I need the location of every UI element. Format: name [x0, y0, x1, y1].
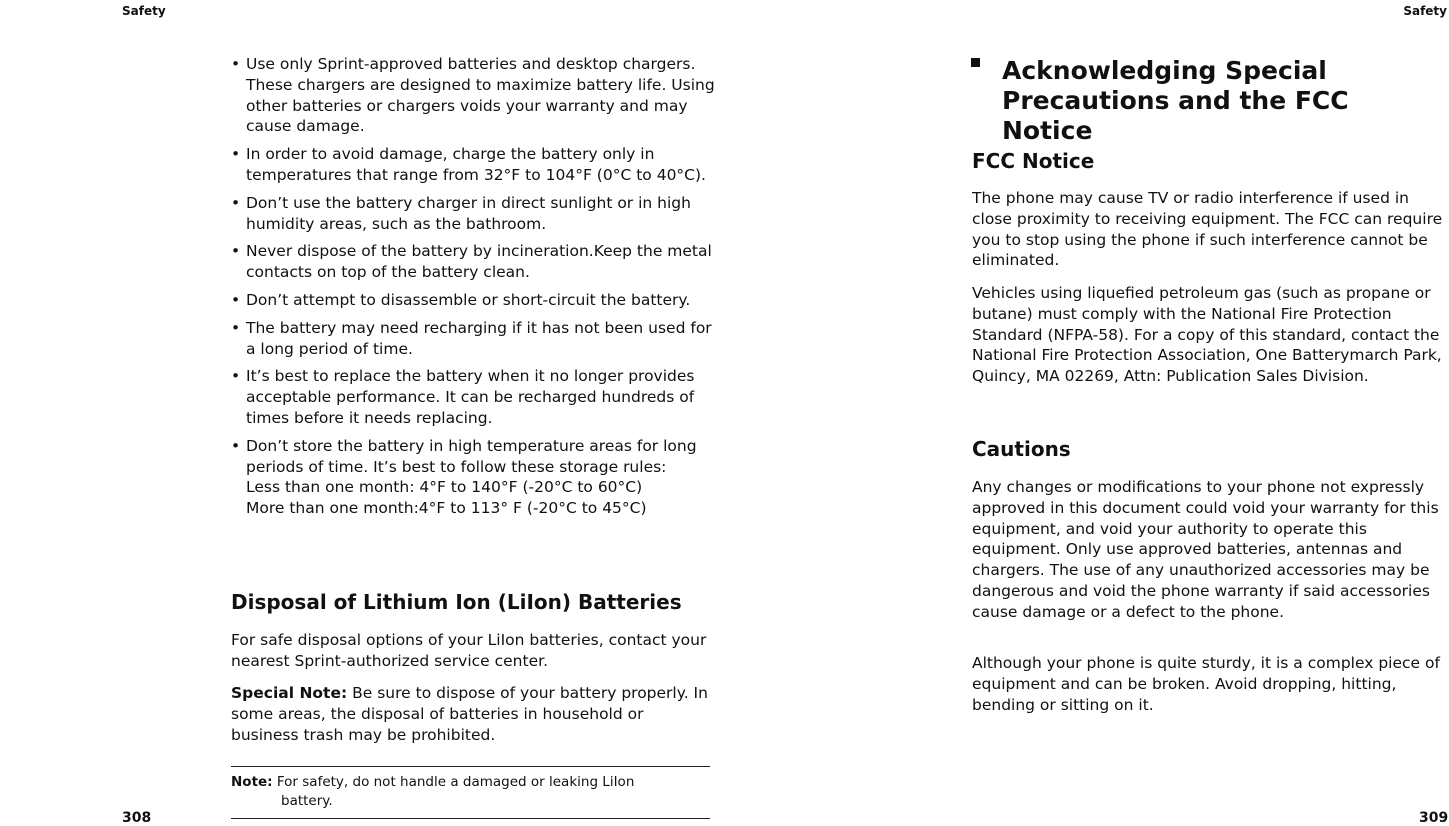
cautions-paragraph-2: Although your phone is quite sturdy, it is a complex piece of equipment and can be broken. Avoid dropping, hitting, bending or sitting on it. [972, 654, 1440, 714]
fcc-heading: FCC Notice [972, 149, 1095, 173]
fcc-paragraph-1: The phone may cause TV or radio interference if used in close proximity to receiving equipment. The FCC can require you to stop using the phone if such interference cannot be eliminated. [972, 189, 1443, 270]
list-item: • Don’t attempt to disassemble or short-circuit the battery. [230, 290, 720, 311]
fcc-paragraph-2: Vehicles using liquefied petroleum gas (such as propane or butane) must comply with the National Fire Protection Standard (NFPA-58). For a copy of this standard, contact the National Fire Protection Association, One Batterymarch Park, Quincy, MA 02269, Attn: Publication Sales Division. [972, 284, 1442, 386]
running-head-right: Safety [1403, 4, 1447, 18]
list-item: • It’s best to replace the battery when it no longer provides acceptable performance. It can be recharged hundreds of times before it needs replacing. [230, 366, 720, 428]
battery-bullet-list [230, 54, 720, 526]
note-bottom-rule [231, 818, 710, 819]
disposal-text: For safe disposal options of your LiIon batteries, contact your nearest Sprint-authorized service center. [231, 631, 707, 670]
running-head-left: Safety [122, 4, 166, 18]
note-box [231, 773, 711, 811]
section-title: Acknowledging Special Precautions and the FCC Notice [1002, 56, 1349, 145]
list-item-storage [230, 436, 720, 519]
special-note [231, 683, 711, 745]
cautions-paragraph-1: Any changes or modifications to your phone not expressly approved in this document could void your warranty for this equipment, and void your authority to operate this equipment. Only use approved batteries, antennas and chargers. The use of any unauthorized accessories may be dangerous and void the phone warranty if said accessories cause damage or a defect to the phone. [972, 478, 1439, 621]
list-item: • Never dispose of the battery by incineration.Keep the metal contacts on top of the battery clean. [230, 241, 720, 283]
special-note-label: Special Note: [231, 684, 348, 702]
note-label: Note: [231, 774, 273, 790]
storage-rule-short: Less than one month: 4°F to 140°F (-20°C to 60°C) [246, 478, 643, 497]
storage-rule-long: More than one month:4°F to 113° F (-20°C to 45°C) [246, 499, 647, 518]
section-marker-icon [971, 58, 980, 67]
list-item: • Use only Sprint-approved batteries and desktop chargers. These chargers are designed to maximize battery life. Using other batteries or chargers voids your warranty and may cause damage. [230, 54, 720, 137]
list-item: • Don’t use the battery charger in direct sunlight or in high humidity areas, such as the bathroom. [230, 193, 720, 235]
storage-text: Don’t store the battery in high temperature areas for long periods of time. It’s best to follow these storage rules: [246, 436, 697, 476]
note-text-continued: battery. [281, 793, 333, 809]
page-number-left: 308 [122, 810, 152, 826]
page-number-right: 309 [1419, 810, 1449, 826]
list-item: • The battery may need recharging if it has not been used for a long period of time. [230, 318, 720, 360]
cautions-heading: Cautions [972, 437, 1071, 461]
disposal-heading: Disposal of Lithium Ion (LiIon) Batteries [231, 590, 682, 614]
list-item: • In order to avoid damage, charge the battery only in temperatures that range from 32°F to 104°F (0°C to 40°C). [230, 144, 720, 186]
note-top-rule [231, 766, 710, 767]
special-note-text: Be sure to dispose of your battery properly. In some areas, the disposal of batteries in household or business trash may be prohibited. [231, 684, 708, 744]
note-text: For safety, do not handle a damaged or leaking LiIon [276, 774, 635, 790]
